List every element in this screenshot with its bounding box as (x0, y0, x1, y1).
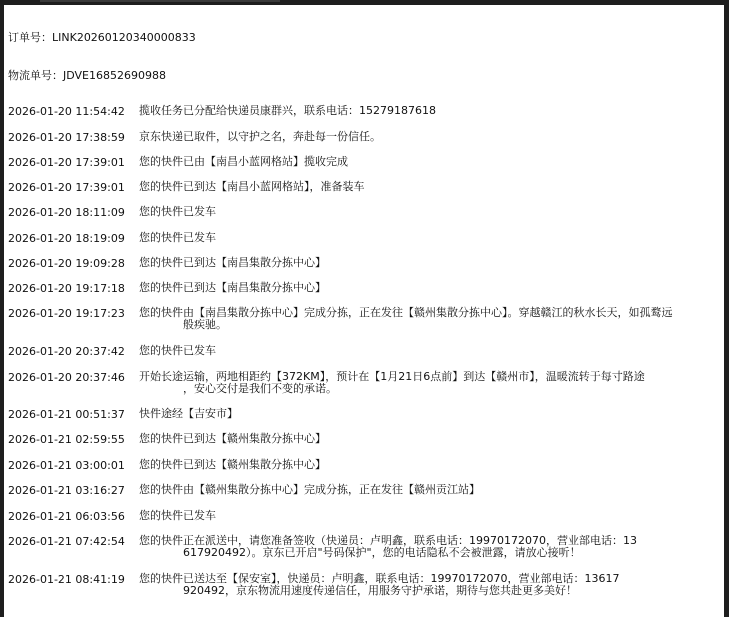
event-message (139, 105, 724, 117)
event-message (139, 232, 724, 244)
event-message (139, 573, 724, 597)
waybill-number-label: 物流单号： (8, 69, 63, 82)
event-time: 2026-01-20 18:19:09 (8, 232, 125, 245)
event-message (139, 257, 724, 269)
event-time: 2026-01-21 03:16:27 (8, 484, 125, 497)
event-message-line: 您的快件已到达【赣州集散分拣中心】 (139, 458, 326, 471)
event-message (139, 131, 724, 143)
waybill-number-value: JDVE16852690988 (63, 69, 166, 82)
event-time: 2026-01-20 18:11:09 (8, 206, 125, 219)
event-message-line: 您的快件由【赣州集散分拣中心】完成分拣，正在发往【赣州贡江站】 (139, 483, 480, 496)
event-message-line: 您的快件已送达至【保安室】，快递员：卢明鑫，联系电话：19970172070，营业部电话：13617 (139, 572, 620, 585)
event-message-line: 快件途经【吉安市】 (139, 407, 238, 420)
event-time: 2026-01-20 17:38:59 (8, 131, 125, 144)
event-time: 2026-01-21 07:42:54 (8, 535, 125, 548)
event-message-line: 您的快件已到达【赣州集散分拣中心】 (139, 432, 326, 445)
event-time: 2026-01-21 03:00:01 (8, 459, 125, 472)
event-time: 2026-01-20 20:37:42 (8, 345, 125, 358)
event-message (139, 181, 724, 193)
event-message-line: 您的快件由【南昌集散分拣中心】完成分拣，正在发往【赣州集散分拣中心】。穿越赣江的秋水长天，如孤鹜远 (139, 306, 673, 319)
event-message (139, 307, 724, 331)
event-message-line: 般疾驰。 (183, 318, 227, 331)
event-time: 2026-01-20 11:54:42 (8, 105, 125, 118)
event-time: 2026-01-20 19:17:23 (8, 307, 125, 320)
event-message (139, 206, 724, 218)
order-number (8, 29, 196, 45)
event-message-line: 揽收任务已分配给快递员康群兴，联系电话：15279187618 (139, 104, 436, 117)
event-time: 2026-01-20 19:17:18 (8, 282, 125, 295)
event-message (139, 459, 724, 471)
event-message (139, 484, 724, 496)
event-time: 2026-01-21 08:41:19 (8, 573, 125, 586)
tracking-content (8, 0, 724, 617)
event-message-line: ，安心交付是我们不变的承诺。 (183, 382, 337, 395)
event-message-line: 您的快件已到达【南昌小蓝网格站】，准备装车 (139, 180, 365, 193)
event-time: 2026-01-21 06:03:56 (8, 510, 125, 523)
event-message-line: 开始长途运输，两地相距约【372KM】，预计在【1月21日6点前】到达【赣州市】，温暖流转于每寸路途 (139, 370, 645, 383)
event-time: 2026-01-21 00:51:37 (8, 408, 125, 421)
event-time: 2026-01-21 02:59:55 (8, 433, 125, 446)
event-message (139, 433, 724, 445)
event-message-line: 您的快件已由【南昌小蓝网格站】揽收完成 (139, 155, 348, 168)
event-message (139, 282, 724, 294)
event-message-line: 您的快件已发车 (139, 509, 216, 522)
event-message-line: 您的快件已发车 (139, 344, 216, 357)
order-number-label: 订单号： (8, 31, 52, 44)
event-message-line: 920492，京东物流用速度传递信任，用服务守护承诺，期待与您共赴更多美好！ (183, 584, 577, 597)
event-message-line: 您的快件已发车 (139, 231, 216, 244)
event-message-line: 您的快件正在派送中，请您准备签收（快递员：卢明鑫，联系电话：19970172070，营业部电话：13 (139, 534, 637, 547)
event-message-line: 京东快递已取件，以守护之名，奔赴每一份信任。 (139, 130, 381, 143)
window-left-border (0, 0, 4, 617)
event-time: 2026-01-20 17:39:01 (8, 156, 125, 169)
event-message (139, 345, 724, 357)
event-message-line: 您的快件已到达【南昌集散分拣中心】 (139, 256, 326, 269)
event-message (139, 510, 724, 522)
event-time: 2026-01-20 20:37:46 (8, 371, 125, 384)
event-message-line: 您的快件已发车 (139, 205, 216, 218)
window-right-border (724, 0, 729, 617)
event-message (139, 535, 724, 559)
event-time: 2026-01-20 19:09:28 (8, 257, 125, 270)
event-time: 2026-01-20 17:39:01 (8, 181, 125, 194)
event-message (139, 371, 724, 395)
event-message-line: 617920492）。京东已开启"号码保护"，您的电话隐私不会被泄露，请放心接听！ (183, 546, 581, 559)
order-number-value: LINK20260120340000833 (52, 31, 196, 44)
waybill-number (8, 67, 166, 83)
event-message (139, 408, 724, 420)
event-message (139, 156, 724, 168)
event-message-line: 您的快件已到达【南昌集散分拣中心】 (139, 281, 326, 294)
